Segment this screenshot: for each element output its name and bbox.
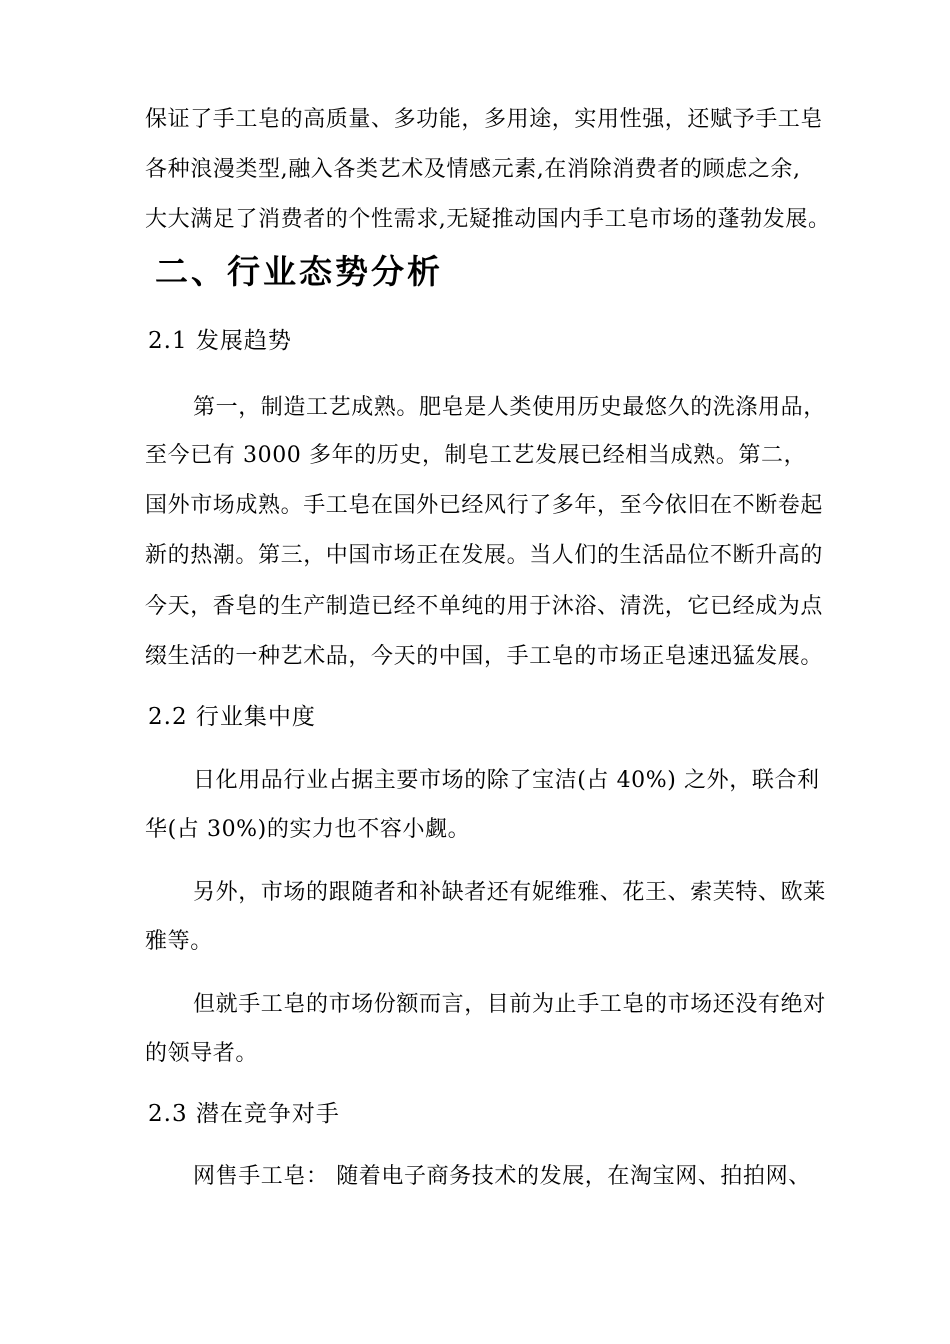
subsection-heading-2-3: 2.3 潜在竞争对手 <box>148 1101 340 1127</box>
paragraph-line: 缀生活的一种艺术品，今天的中国，手工皂的市场正皂速迅猛发展。 <box>145 644 824 669</box>
paragraph-line: 至今已有 3000 多年的历史，制皂工艺发展已经相当成熟。第二， <box>145 443 807 468</box>
paragraph-line: 今天，香皂的生产制造已经不单纯的用于沐浴、清洗，它已经成为点 <box>145 594 824 619</box>
subsection-heading-2-1: 2.1 发展趋势 <box>148 328 292 354</box>
paragraph-line: 网售手工皂： 随着电子商务技术的发展，在淘宝网、拍拍网、 <box>193 1164 811 1189</box>
paragraph-line: 的领导者。 <box>145 1041 259 1066</box>
paragraph-line: 各种浪漫类型,融入各类艺术及情感元素,在消除消费者的顾虑之余, <box>145 157 801 182</box>
paragraph-line: 另外，市场的跟随者和补缺者还有妮维雅、花王、索芙特、欧莱 <box>193 880 826 905</box>
paragraph-line: 华(占 30%)的实力也不容小觑。 <box>145 817 471 842</box>
paragraph-line: 雅等。 <box>145 929 213 954</box>
paragraph-line: 大大满足了消费者的个性需求,无疑推动国内手工皂市场的蓬勃发展。 <box>145 207 831 232</box>
paragraph-line: 第一，制造工艺成熟。肥皂是人类使用历史最悠久的洗涤用品， <box>193 395 826 420</box>
paragraph-line: 国外市场成熟。手工皂在国外已经风行了多年，至今依旧在不断卷起 <box>145 493 824 518</box>
paragraph-line: 保证了手工皂的高质量、多功能，多用途，实用性强，还赋予手工皂 <box>145 107 824 132</box>
subsection-heading-2-2: 2.2 行业集中度 <box>148 704 316 730</box>
paragraph-line: 新的热潮。第三，中国市场正在发展。当人们的生活品位不断升高的 <box>145 543 824 568</box>
paragraph-line: 但就手工皂的市场份额而言，目前为止手工皂的市场还没有绝对 <box>193 992 826 1017</box>
paragraph-line: 日化用品行业占据主要市场的除了宝洁(占 40%) 之外，联合利 <box>193 768 820 793</box>
section-title: 二、行业态势分析 <box>155 252 443 291</box>
